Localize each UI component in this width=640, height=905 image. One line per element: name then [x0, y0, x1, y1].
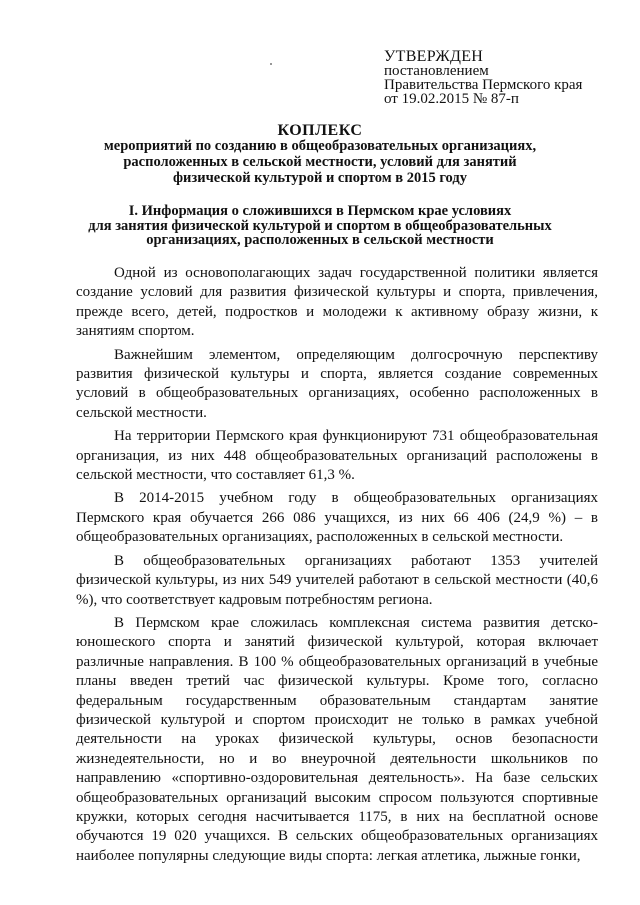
document-title: КОПЛЕКС [277, 122, 363, 139]
approval-line: Правительства Пермского края [384, 77, 583, 93]
approval-block [384, 50, 582, 106]
scan-speck [270, 63, 272, 65]
section-heading [82, 204, 558, 248]
document-subtitle [92, 138, 548, 186]
approval-date: от 19.02.2015 № 87-п [384, 91, 519, 107]
section-heading-line: I. Информация о сложившихся в Пермском крае условиях [128, 203, 512, 219]
paragraph: В Пермском крае сложилась комплексная система развития детско-юношеского спорта и занятий физической культурой, которая включает различные направления. В 100 % общеобразовательных организаций в учебные планы введен третий час физической культуры. Кроме того, согласно федеральным государственным образовательным стандартам занятие физической культурой и спортом происходит не только в рамках учебной деятельности на уроках физической культуры, основ безопасности жизнедеятельности, но и во внеурочной деятельности школьников по направлению «спортивно-оздоровительная деятельность». На базе сельских общеобразовательных организаций высоким спросом пользуются спортивные кружки, которых сегодня насчитывается 1175, в них на бесплатной основе обучаются 19 020 учащихся. В сельских общеобразовательных организациях наиболее популярны следующие виды спорта: легкая атлетика, лыжные гонки, [76, 614, 598, 864]
paragraph: Одной из основополагающих задач государственной политики является создание условий для развития физической культуры и спорта, привлечения, прежде всего, детей, подростков и молодежи к активному образу жизни, к занятиям спортом. [76, 265, 598, 340]
paragraph: На территории Пермского края функционируют 731 общеобразовательная организация, из них 448 общеобразовательных организаций расположены в сельской местности, что составляет 61,3 %. [76, 428, 598, 484]
paragraph: В общеобразовательных организациях работают 1353 учителей физической культуры, из них 549 учителей работают в сельской местности (40,6 %), что соответствует кадровым потребностям региона. [76, 552, 598, 608]
subtitle-line: расположенных в сельской местности, условий для занятий [123, 154, 517, 170]
section-heading-line: организациях, расположенных в сельской местности [146, 232, 494, 248]
paragraph: Важнейшим элементом, определяющим долгосрочную перспективу развития физической культуры и спорта, является создание современных условий в общеобразовательных организациях, особенно расположенных в сельской местности. [76, 346, 598, 421]
subtitle-line: мероприятий по созданию в общеобразовательных организациях, [103, 138, 537, 154]
approval-title: УТВЕРЖДЕН [384, 48, 484, 65]
paragraph: В 2014-2015 учебном году в общеобразовательных организациях Пермского края обучается 266 086 учащихся, из них 66 406 (24,9 %) – в общеобразовательных организациях, расположенных в сельской местности. [76, 490, 598, 546]
approval-line: постановлением [384, 63, 489, 79]
subtitle-line: физической культурой и спортом в 2015 году [173, 170, 467, 186]
body-text [76, 264, 598, 866]
section-heading-line: для занятия физической культурой и спортом в общеобразовательных [88, 217, 552, 234]
